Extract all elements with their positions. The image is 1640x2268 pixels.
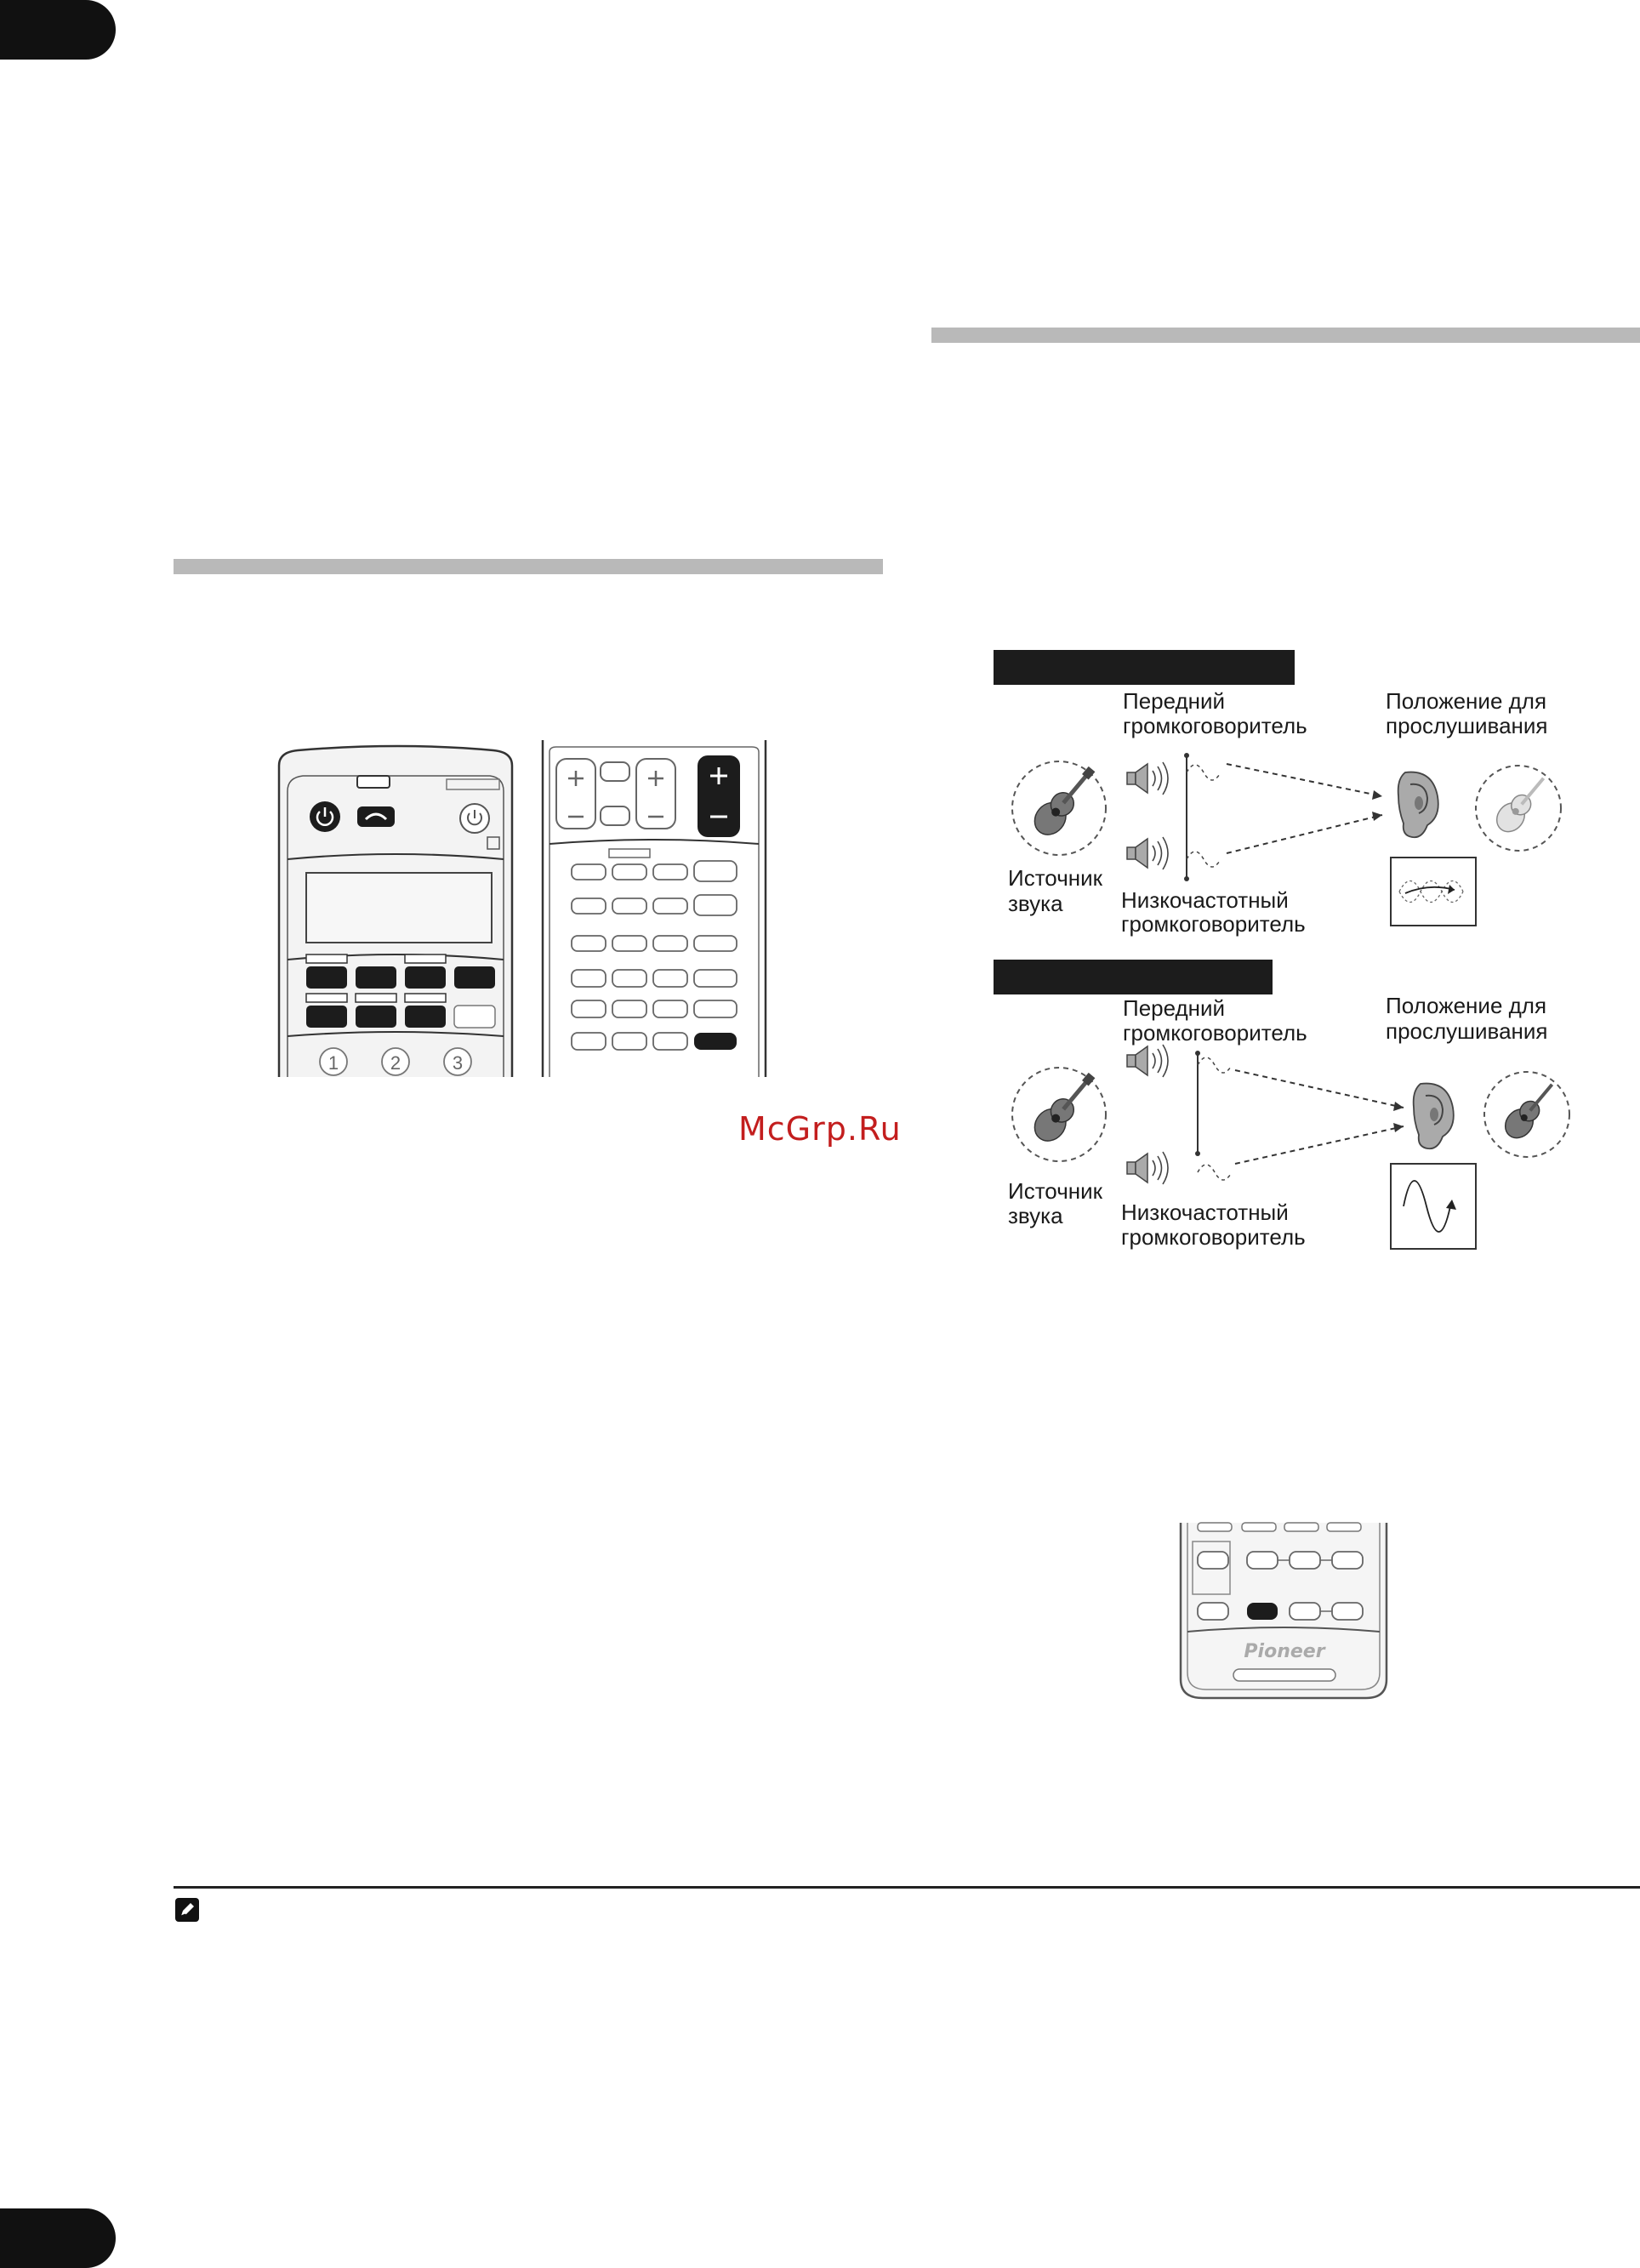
section-rule-left [174, 559, 883, 574]
listening-position-label-2: прослушивания [1386, 713, 1548, 738]
pioneer-logo: Pioneer [1244, 1641, 1325, 1662]
zone-1-label: 1 [327, 1052, 339, 1074]
front-speaker-label-b-2: громкоговоритель [1123, 1020, 1307, 1046]
sound-source-label: Источник [1008, 865, 1102, 891]
zone-3-label: 3 [452, 1052, 464, 1074]
subwoofer-speaker-icon-b [1127, 1152, 1168, 1184]
highlighted-button-bottom [1247, 1603, 1278, 1620]
front-speaker-icon-b [1127, 1045, 1168, 1077]
front-speaker-icon [1127, 762, 1168, 795]
highlighted-button [694, 1033, 737, 1050]
listening-position-label: Положение для [1386, 688, 1547, 714]
sound-source-label-b: Источник [1008, 1178, 1102, 1204]
ear-icon [1398, 772, 1438, 838]
remote-top-small-button [357, 776, 390, 788]
sound-source-label-b-2: звука [1008, 1203, 1063, 1228]
subwoofer-label-2: громкоговоритель [1121, 911, 1306, 937]
zone-2-label: 2 [390, 1052, 401, 1074]
front-speaker-label-2: громкоговоритель [1123, 713, 1307, 738]
subwoofer-speaker-icon [1127, 837, 1168, 869]
remote-bottom-illustration [1174, 1523, 1393, 1705]
page-tab-bottom [0, 2208, 116, 2268]
ear-icon-b [1414, 1084, 1454, 1149]
diagram-top-graphic [1004, 738, 1582, 934]
front-speaker-label: Передний [1123, 688, 1226, 714]
diagram-top-header-bar [994, 650, 1295, 685]
subwoofer-label-b: Низкочастотный [1121, 1200, 1289, 1225]
watermark: McGrp.Ru [738, 1110, 902, 1148]
sound-source-label-2: звука [1008, 891, 1063, 916]
diagram-bottom-graphic [1004, 1045, 1582, 1257]
subwoofer-label-b-2: громкоговоритель [1121, 1224, 1306, 1250]
page-tab-top [0, 0, 116, 60]
note-icon [175, 1898, 199, 1922]
listening-position-label-b: Положение для [1386, 993, 1547, 1018]
listening-position-label-b-2: прослушивания [1386, 1018, 1548, 1044]
section-rule-right [931, 328, 1640, 343]
diagram-bottom-header-bar [994, 960, 1273, 994]
footer-rule [174, 1886, 1640, 1889]
subwoofer-label: Низкочастотный [1121, 887, 1289, 913]
source-button [357, 806, 395, 827]
remote-lcd [306, 873, 492, 943]
front-speaker-label-b: Передний [1123, 995, 1226, 1021]
remote-illustration [272, 740, 774, 1077]
